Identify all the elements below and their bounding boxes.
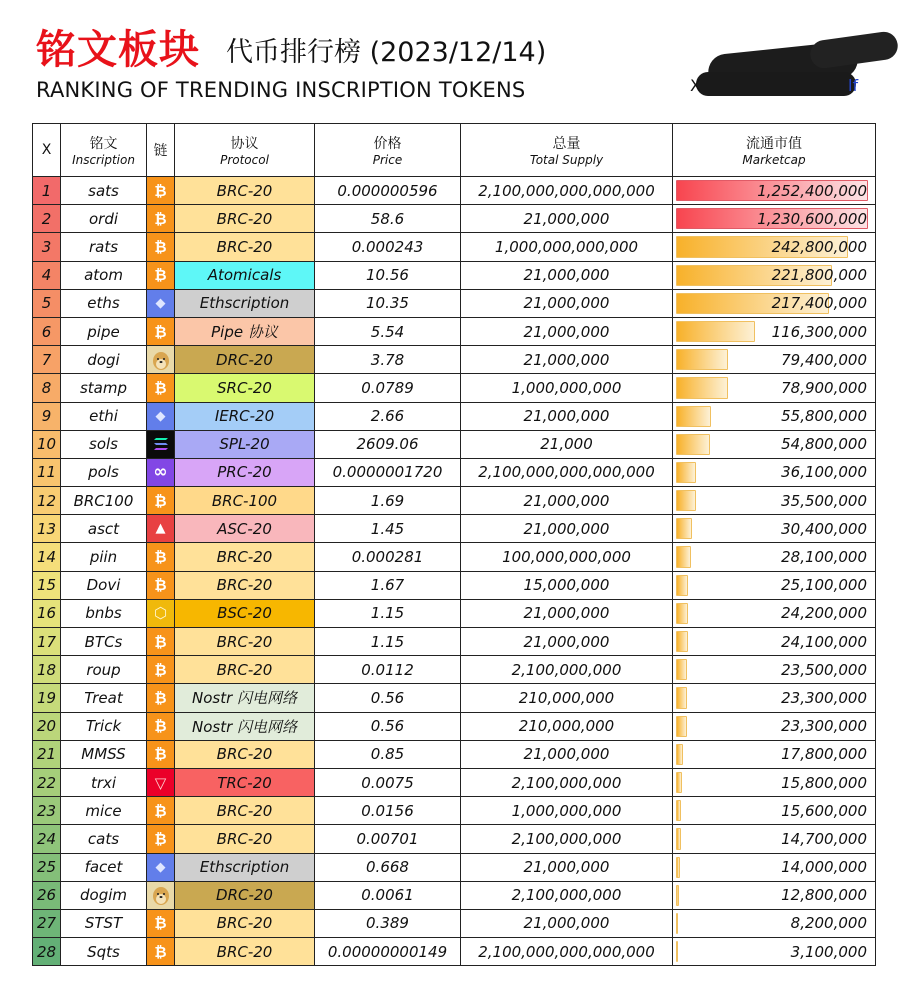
table-row: [33, 571, 876, 599]
protocol-cell: BRC-20: [175, 177, 315, 205]
table-row: [33, 740, 876, 768]
rank-cell: 15: [33, 571, 61, 599]
rank-cell: 23: [33, 797, 61, 825]
price-cell: 0.668: [315, 853, 461, 881]
rank-cell: 24: [33, 825, 61, 853]
inscription-cell: sats: [61, 177, 147, 205]
rank-cell: 18: [33, 656, 61, 684]
chain-cell: [147, 797, 175, 825]
table-row: [33, 430, 876, 458]
bnb-icon: ⬡: [147, 600, 174, 627]
marketcap-bar: [676, 546, 691, 567]
protocol-cell: BRC-20: [175, 797, 315, 825]
marketcap-bar: [676, 406, 711, 427]
marketcap-cell: 3,100,000: [673, 938, 876, 966]
chain-cell: [147, 515, 175, 543]
marketcap-bar: [676, 857, 680, 878]
chain-cell: [147, 599, 175, 627]
price-cell: 0.000281: [315, 543, 461, 571]
watermark-x: X: [690, 76, 701, 95]
table-row: [33, 233, 876, 261]
chain-cell: [147, 317, 175, 345]
bitcoin-icon: ₿: [147, 741, 174, 768]
col-protocol: 协议 Protocol: [175, 124, 315, 177]
protocol-cell: Pipe 协议: [175, 317, 315, 345]
table-row: [33, 599, 876, 627]
chain-cell: [147, 402, 175, 430]
marketcap-cell: 242,800,000: [673, 233, 876, 261]
table-row: [33, 346, 876, 374]
marketcap-bar: [676, 321, 755, 342]
supply-cell: 2,100,000,000: [461, 656, 673, 684]
price-cell: 0.56: [315, 684, 461, 712]
rank-cell: 22: [33, 768, 61, 796]
chain-cell: [147, 261, 175, 289]
marketcap-cell: 23,500,000: [673, 656, 876, 684]
marketcap-cell: 12,800,000: [673, 881, 876, 909]
col-chain: 链: [147, 124, 175, 177]
marketcap-bar: [676, 518, 692, 539]
protocol-cell: PRC-20: [175, 458, 315, 486]
chain-cell: [147, 740, 175, 768]
price-cell: 1.69: [315, 487, 461, 515]
table-row: [33, 289, 876, 317]
chain-cell: [147, 487, 175, 515]
supply-cell: 21,000,000: [461, 853, 673, 881]
price-cell: 10.35: [315, 289, 461, 317]
marketcap-bar: [676, 941, 678, 962]
price-cell: 0.0000001720: [315, 458, 461, 486]
marketcap-cell: 78,900,000: [673, 374, 876, 402]
inscription-cell: mice: [61, 797, 147, 825]
supply-cell: 2,100,000,000,000,000: [461, 938, 673, 966]
price-cell: 0.000243: [315, 233, 461, 261]
table-row: [33, 628, 876, 656]
supply-cell: 1,000,000,000: [461, 374, 673, 402]
protocol-cell: Nostr 闪电网络: [175, 684, 315, 712]
supply-cell: 210,000,000: [461, 684, 673, 712]
supply-cell: 21,000: [461, 430, 673, 458]
table-row: [33, 515, 876, 543]
inscription-cell: ordi: [61, 205, 147, 233]
chain-cell: [147, 543, 175, 571]
bitcoin-icon: ₿: [147, 910, 174, 937]
supply-cell: 21,000,000: [461, 289, 673, 317]
inscription-cell: Treat: [61, 684, 147, 712]
inscription-cell: pols: [61, 458, 147, 486]
marketcap-cell: 1,252,400,000: [673, 177, 876, 205]
table-row: [33, 177, 876, 205]
avalanche-icon: ▲: [147, 515, 174, 542]
marketcap-cell: 35,500,000: [673, 487, 876, 515]
protocol-cell: BSC-20: [175, 599, 315, 627]
dogecoin-icon: [147, 882, 174, 909]
price-cell: 2609.06: [315, 430, 461, 458]
inscription-cell: STST: [61, 909, 147, 937]
protocol-cell: SRC-20: [175, 374, 315, 402]
tron-icon: ▽: [147, 769, 174, 796]
inscription-cell: BTCs: [61, 628, 147, 656]
inscription-cell: ethi: [61, 402, 147, 430]
rank-cell: 4: [33, 261, 61, 289]
inscription-cell: cats: [61, 825, 147, 853]
marketcap-cell: 221,800,000: [673, 261, 876, 289]
inscription-cell: bnbs: [61, 599, 147, 627]
marketcap-bar: [676, 800, 681, 821]
marketcap-cell: 24,100,000: [673, 628, 876, 656]
marketcap-cell: 55,800,000: [673, 402, 876, 430]
protocol-cell: BRC-20: [175, 825, 315, 853]
marketcap-bar: [676, 490, 696, 511]
marketcap-bar: [676, 603, 688, 624]
page-title-en: RANKING OF TRENDING INSCRIPTION TOKENS: [36, 78, 526, 102]
chain-cell: [147, 430, 175, 458]
bitcoin-icon: ₿: [147, 318, 174, 345]
marketcap-cell: 28,100,000: [673, 543, 876, 571]
bitcoin-icon: ₿: [147, 938, 174, 965]
inscription-cell: rats: [61, 233, 147, 261]
chain-cell: [147, 289, 175, 317]
rank-cell: 6: [33, 317, 61, 345]
polygon-icon: ∞: [147, 459, 174, 486]
chain-cell: [147, 656, 175, 684]
rank-cell: 12: [33, 487, 61, 515]
price-cell: 10.56: [315, 261, 461, 289]
table-row: [33, 909, 876, 937]
table-row: [33, 656, 876, 684]
table-row: [33, 712, 876, 740]
table-row: [33, 374, 876, 402]
inscription-cell: piin: [61, 543, 147, 571]
chain-cell: [147, 938, 175, 966]
bitcoin-icon: ₿: [147, 205, 174, 232]
price-cell: 0.85: [315, 740, 461, 768]
chain-cell: [147, 374, 175, 402]
bitcoin-icon: ₿: [147, 713, 174, 740]
protocol-cell: BRC-20: [175, 233, 315, 261]
table-row: [33, 543, 876, 571]
price-cell: 1.67: [315, 571, 461, 599]
chain-cell: [147, 909, 175, 937]
inscription-cell: MMSS: [61, 740, 147, 768]
supply-cell: 15,000,000: [461, 571, 673, 599]
marketcap-cell: 79,400,000: [673, 346, 876, 374]
marketcap-bar: [676, 772, 682, 793]
supply-cell: 21,000,000: [461, 599, 673, 627]
protocol-cell: BRC-20: [175, 628, 315, 656]
marketcap-cell: 17,800,000: [673, 740, 876, 768]
bitcoin-icon: ₿: [147, 684, 174, 711]
inscription-cell: stamp: [61, 374, 147, 402]
supply-cell: 21,000,000: [461, 205, 673, 233]
supply-cell: 21,000,000: [461, 487, 673, 515]
marketcap-cell: 15,600,000: [673, 797, 876, 825]
table-row: [33, 317, 876, 345]
price-cell: 1.15: [315, 599, 461, 627]
marketcap-cell: 24,200,000: [673, 599, 876, 627]
inscription-cell: Sqts: [61, 938, 147, 966]
inscription-cell: BRC100: [61, 487, 147, 515]
marketcap-bar: [676, 913, 678, 934]
bitcoin-icon: ₿: [147, 797, 174, 824]
price-cell: 0.0156: [315, 797, 461, 825]
protocol-cell: Ethscription: [175, 853, 315, 881]
rank-cell: 14: [33, 543, 61, 571]
inscription-cell: Dovi: [61, 571, 147, 599]
chain-cell: [147, 205, 175, 233]
bitcoin-icon: ₿: [147, 233, 174, 260]
price-cell: 58.6: [315, 205, 461, 233]
chain-cell: [147, 825, 175, 853]
chain-cell: [147, 458, 175, 486]
protocol-cell: TRC-20: [175, 768, 315, 796]
marketcap-bar: [676, 885, 679, 906]
marketcap-bar: [676, 377, 728, 398]
chain-cell: [147, 233, 175, 261]
marketcap-cell: 54,800,000: [673, 430, 876, 458]
protocol-cell: Nostr 闪电网络: [175, 712, 315, 740]
protocol-cell: BRC-20: [175, 656, 315, 684]
price-cell: 1.15: [315, 628, 461, 656]
protocol-cell: BRC-100: [175, 487, 315, 515]
supply-cell: 2,100,000,000: [461, 825, 673, 853]
bitcoin-icon: ₿: [147, 572, 174, 599]
price-cell: 0.00000000149: [315, 938, 461, 966]
marketcap-bar: [676, 716, 687, 737]
protocol-cell: BRC-20: [175, 543, 315, 571]
supply-cell: 2,100,000,000: [461, 881, 673, 909]
watermark-tail: lf: [848, 76, 859, 95]
price-cell: 2.66: [315, 402, 461, 430]
protocol-cell: BRC-20: [175, 205, 315, 233]
rank-cell: 13: [33, 515, 61, 543]
bitcoin-icon: ₿: [147, 262, 174, 289]
solana-icon: [147, 431, 174, 458]
page-title-cn: 铭文板块: [36, 27, 200, 73]
rank-cell: 5: [33, 289, 61, 317]
marketcap-cell: 23,300,000: [673, 712, 876, 740]
price-cell: 0.000000596: [315, 177, 461, 205]
bitcoin-icon: ₿: [147, 543, 174, 570]
chain-cell: [147, 768, 175, 796]
table-row: [33, 797, 876, 825]
supply-cell: 21,000,000: [461, 402, 673, 430]
ranking-table: [32, 123, 876, 966]
marketcap-cell: 14,000,000: [673, 853, 876, 881]
col-price: 价格 Price: [315, 124, 461, 177]
marketcap-cell: 15,800,000: [673, 768, 876, 796]
table-row: [33, 853, 876, 881]
marketcap-cell: 217,400,000: [673, 289, 876, 317]
redacted-watermark: [690, 34, 900, 96]
col-rank: X: [33, 124, 61, 177]
rank-cell: 10: [33, 430, 61, 458]
inscription-cell: dogim: [61, 881, 147, 909]
marketcap-cell: 30,400,000: [673, 515, 876, 543]
table-row: [33, 487, 876, 515]
bitcoin-icon: ₿: [147, 177, 174, 204]
rank-cell: 2: [33, 205, 61, 233]
rank-cell: 1: [33, 177, 61, 205]
price-cell: 0.00701: [315, 825, 461, 853]
table-header: [33, 124, 876, 177]
chain-cell: [147, 712, 175, 740]
protocol-cell: SPL-20: [175, 430, 315, 458]
supply-cell: 21,000,000: [461, 346, 673, 374]
price-cell: 0.0789: [315, 374, 461, 402]
rank-cell: 11: [33, 458, 61, 486]
marketcap-bar: [676, 462, 696, 483]
table-row: [33, 825, 876, 853]
inscription-cell: atom: [61, 261, 147, 289]
protocol-cell: BRC-20: [175, 740, 315, 768]
price-cell: 0.0075: [315, 768, 461, 796]
inscription-cell: trxi: [61, 768, 147, 796]
chain-cell: [147, 881, 175, 909]
dogecoin-icon: [147, 346, 174, 373]
marketcap-bar: [676, 687, 687, 708]
bitcoin-icon: ₿: [147, 656, 174, 683]
table-row: [33, 261, 876, 289]
supply-cell: 1,000,000,000,000: [461, 233, 673, 261]
chain-cell: [147, 177, 175, 205]
supply-cell: 100,000,000,000: [461, 543, 673, 571]
protocol-cell: BRC-20: [175, 938, 315, 966]
page-title-sub: 代币排行榜 (2023/12/14): [226, 37, 547, 68]
price-cell: 1.45: [315, 515, 461, 543]
chain-cell: [147, 346, 175, 374]
marketcap-bar: [676, 828, 681, 849]
ethereum-icon: ◆: [147, 290, 174, 317]
table-row: [33, 881, 876, 909]
price-cell: 0.389: [315, 909, 461, 937]
marketcap-bar: [676, 744, 683, 765]
inscription-cell: pipe: [61, 317, 147, 345]
marketcap-cell: 25,100,000: [673, 571, 876, 599]
table-row: [33, 205, 876, 233]
protocol-cell: DRC-20: [175, 346, 315, 374]
table-row: [33, 458, 876, 486]
rank-cell: 27: [33, 909, 61, 937]
price-cell: 5.54: [315, 317, 461, 345]
rank-cell: 3: [33, 233, 61, 261]
bitcoin-icon: ₿: [147, 825, 174, 852]
inscription-cell: roup: [61, 656, 147, 684]
marketcap-cell: 1,230,600,000: [673, 205, 876, 233]
rank-cell: 20: [33, 712, 61, 740]
bitcoin-icon: ₿: [147, 487, 174, 514]
ethereum-icon: ◆: [147, 403, 174, 430]
supply-cell: 21,000,000: [461, 909, 673, 937]
inscription-cell: dogi: [61, 346, 147, 374]
price-cell: 0.0112: [315, 656, 461, 684]
supply-cell: 2,100,000,000,000,000: [461, 177, 673, 205]
protocol-cell: Ethscription: [175, 289, 315, 317]
rank-cell: 9: [33, 402, 61, 430]
inscription-cell: sols: [61, 430, 147, 458]
rank-cell: 28: [33, 938, 61, 966]
protocol-cell: IERC-20: [175, 402, 315, 430]
protocol-cell: ASC-20: [175, 515, 315, 543]
inscription-cell: eths: [61, 289, 147, 317]
bitcoin-icon: ₿: [147, 628, 174, 655]
marketcap-cell: 14,700,000: [673, 825, 876, 853]
price-cell: 3.78: [315, 346, 461, 374]
bitcoin-icon: ₿: [147, 374, 174, 401]
protocol-cell: DRC-20: [175, 881, 315, 909]
supply-cell: 21,000,000: [461, 515, 673, 543]
marketcap-cell: 36,100,000: [673, 458, 876, 486]
marketcap-cell: 23,300,000: [673, 684, 876, 712]
supply-cell: 21,000,000: [461, 740, 673, 768]
table-row: [33, 402, 876, 430]
marketcap-bar: [676, 631, 688, 652]
marketcap-bar: [676, 659, 687, 680]
rank-cell: 16: [33, 599, 61, 627]
rank-cell: 19: [33, 684, 61, 712]
rank-cell: 17: [33, 628, 61, 656]
price-cell: 0.56: [315, 712, 461, 740]
inscription-cell: facet: [61, 853, 147, 881]
protocol-cell: BRC-20: [175, 571, 315, 599]
supply-cell: 21,000,000: [461, 261, 673, 289]
chain-cell: [147, 571, 175, 599]
col-inscription: 铭文 Inscription: [61, 124, 147, 177]
col-supply: 总量 Total Supply: [461, 124, 673, 177]
supply-cell: 210,000,000: [461, 712, 673, 740]
marketcap-cell: 8,200,000: [673, 909, 876, 937]
supply-cell: 21,000,000: [461, 628, 673, 656]
inscription-cell: asct: [61, 515, 147, 543]
supply-cell: 2,100,000,000,000,000: [461, 458, 673, 486]
protocol-cell: Atomicals: [175, 261, 315, 289]
rank-cell: 21: [33, 740, 61, 768]
marketcap-bar: [676, 434, 710, 455]
protocol-cell: BRC-20: [175, 909, 315, 937]
chain-cell: [147, 628, 175, 656]
chain-cell: [147, 684, 175, 712]
ethereum-icon: ◆: [147, 854, 174, 881]
chain-cell: [147, 853, 175, 881]
table-row: [33, 768, 876, 796]
table-row: [33, 684, 876, 712]
rank-cell: 8: [33, 374, 61, 402]
rank-cell: 26: [33, 881, 61, 909]
col-marketcap: 流通市值 Marketcap: [673, 124, 876, 177]
rank-cell: 7: [33, 346, 61, 374]
marketcap-bar: [676, 575, 688, 596]
table-row: [33, 938, 876, 966]
supply-cell: 1,000,000,000: [461, 797, 673, 825]
supply-cell: 21,000,000: [461, 317, 673, 345]
inscription-cell: Trick: [61, 712, 147, 740]
marketcap-cell: 116,300,000: [673, 317, 876, 345]
marketcap-bar: [676, 349, 728, 370]
rank-cell: 25: [33, 853, 61, 881]
supply-cell: 2,100,000,000: [461, 768, 673, 796]
price-cell: 0.0061: [315, 881, 461, 909]
